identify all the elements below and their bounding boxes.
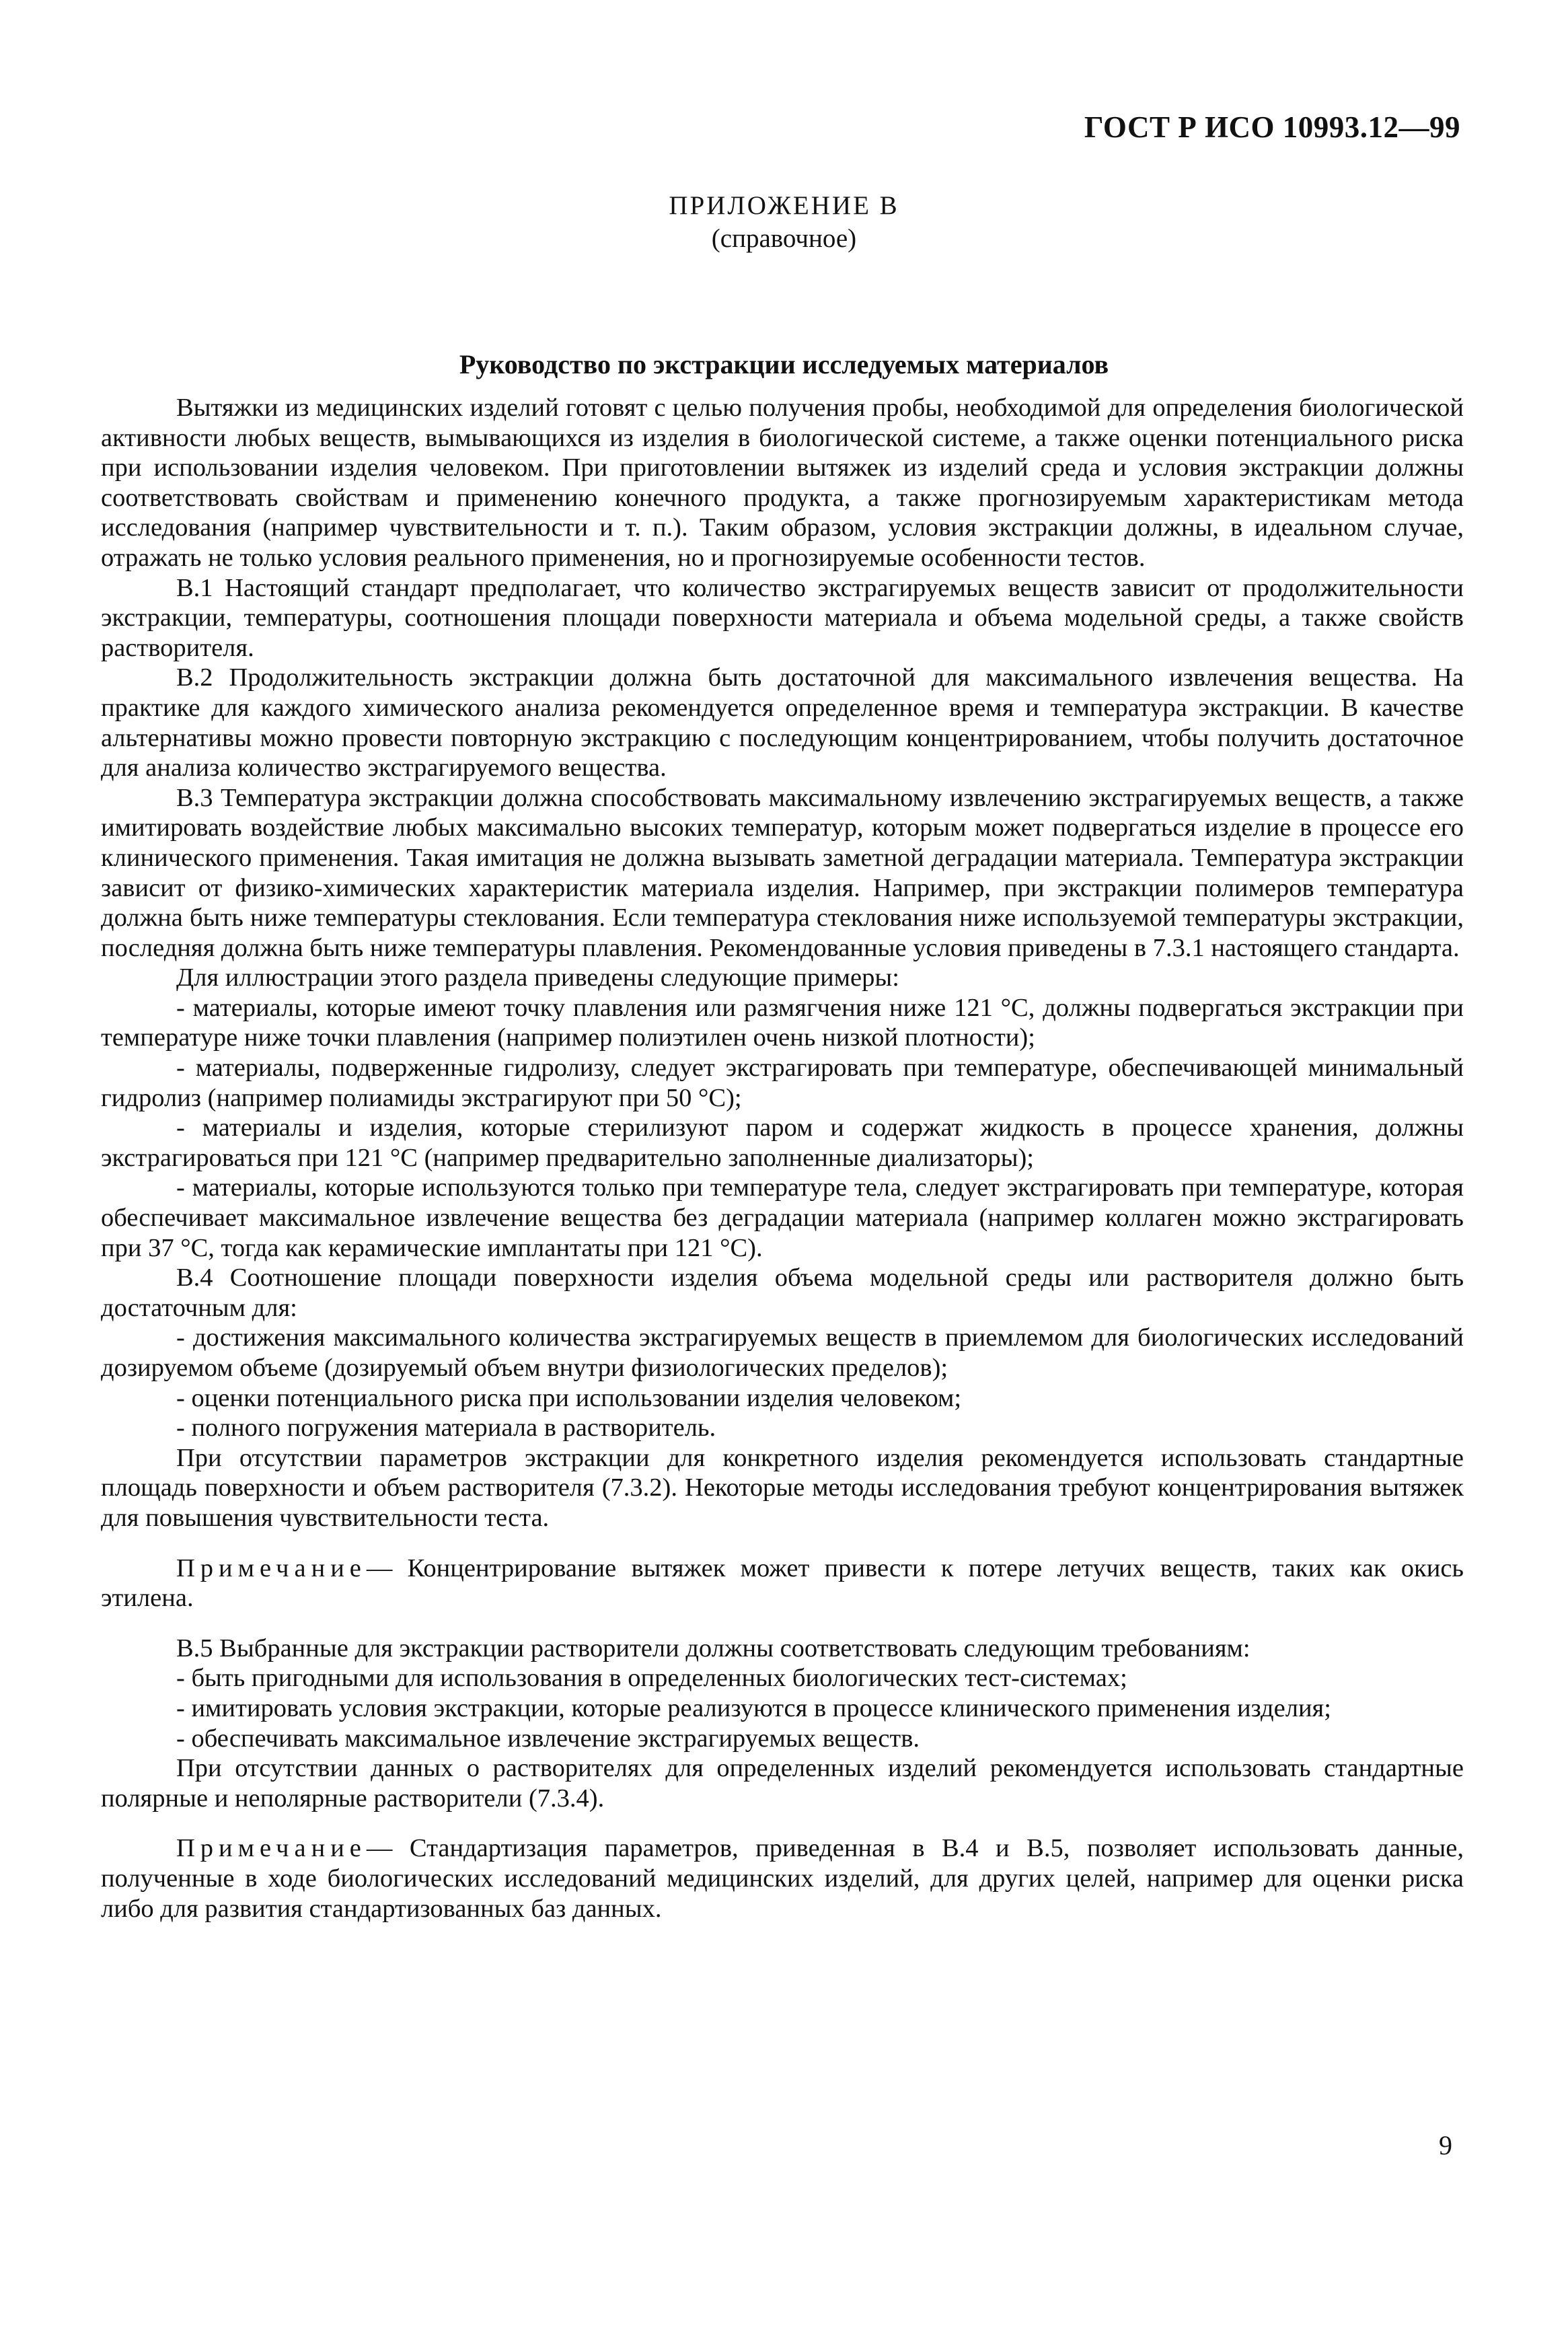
list-item: - полного погружения материала в растворитель. <box>176 1414 716 1442</box>
list-item: - материалы, которые используются только при температуре тела, следует экстрагировать при температуре, которая обеспечивает максимальное извлечение вещества без деградации материала (например коллаген можно экстрагировать при 37 °С, тогда как керамические имплантаты при 121 °С). <box>101 1173 1464 1262</box>
note-label: Примечание <box>176 1553 367 1582</box>
page-number: 9 <box>1439 2130 1452 2160</box>
paragraph-b5-conclusion: При отсутствии данных о растворителях для определенных изделий рекомендуется использовать стандартные полярные и неполярные растворители (7.3.4). <box>101 1754 1464 1813</box>
list-item: - оценки потенциального риска при использовании изделия человеком; <box>176 1383 962 1412</box>
note-text: — Стандартизация параметров, приведенная в В.4 и В.5, позволяет использовать данные, полученные в ходе биологических исследований медицинских изделий, для других целей, например для оценки риска либо для развития стандартизованных баз данных. <box>101 1834 1464 1923</box>
body-text <box>101 393 1464 1944</box>
paragraph-b5: В.5 Выбранные для экстракции растворители должны соответствовать следующим требованиям: <box>176 1634 1250 1662</box>
paragraph-b4: В.4 Соотношение площади поверхности изделия объема модельной среды или растворителя должно быть достаточным для: <box>101 1264 1464 1322</box>
note-text: — Концентрирование вытяжек может привести к потере летучих веществ, таких как окись этилена. <box>101 1553 1464 1613</box>
paragraph-b2: В.2 Продолжительность экстракции должна быть достаточной для максимального извлечения вещества. На практике для каждого химического анализа рекомендуется определенное время и температура экстракции. В качестве альтернативы можно провести повторную экстракцию с последующим концентрированием, чтобы получить достаточное для анализа количество экстрагируемого вещества. <box>101 663 1464 782</box>
appendix-label: ПРИЛОЖЕНИЕ В <box>669 191 899 220</box>
paragraph-b1: В.1 Настоящий стандарт предполагает, что количество экстрагируемых веществ зависит от продолжительности экстракции, температуры, соотношения площади поверхности материала и объема модельной среды, а также свойств растворителя. <box>101 573 1464 662</box>
note-label: Примечание <box>176 1834 367 1863</box>
paragraph-examples-intro: Для иллюстрации этого раздела приведены следующие примеры: <box>176 963 899 992</box>
paragraph-intro: Вытяжки из медицинских изделий готовят с целью получения пробы, необходимой для определения биологической активности любых веществ, вымывающихся из изделия в биологической системе, а также оценки потенциального риска при использовании изделия человеком. При приготовлении вытяжек из изделий среда и условия экстракции должны соответствовать свойствам и применению конечного продукта, а также прогнозируемым характеристикам метода исследования (например чувствительности и т. п.). Таким образом, условия экстракции должны, в идеальном случае, отражать не только условия реального применения, но и прогнозируемые особенности тестов. <box>101 394 1464 572</box>
list-item: - имитировать условия экстракции, которые реализуются в процессе клинического применения изделия; <box>176 1693 1331 1722</box>
section-title: Руководство по экстракции исследуемых материалов <box>459 349 1109 379</box>
list-item: - обеспечивать максимальное извлечение экстрагируемых веществ. <box>176 1724 920 1753</box>
note-1 <box>101 1553 1464 1613</box>
paragraph-b3: В.3 Температура экстракции должна способствовать максимальному извлечению экстрагируемых веществ, а также имитировать воздействие любых максимально высоких температур, которым может подвергаться изделие в процессе его клинического применения. Такая имитация не должна вызывать заметной деградации материала. Температура экстракции зависит от физико-химических характеристик материала изделия. Например, при экстракции полимеров температура должна быть ниже температуры стеклования. Если температура стеклования ниже используемой температуры экстракции, последняя должна быть ниже температуры плавления. Рекомендованные условия приведены в 7.3.1 настоящего стандарта. <box>101 783 1464 962</box>
list-item: - материалы, подверженные гидролизу, следует экстрагировать при температуре, обеспечивающей минимальный гидролиз (например полиамиды экстрагируют при 50 °С); <box>101 1054 1464 1112</box>
standard-code: ГОСТ Р ИСО 10993.12—99 <box>1084 110 1460 144</box>
list-item: - быть пригодными для использования в определенных биологических тест-системах; <box>176 1664 1127 1693</box>
list-item: - материалы и изделия, которые стерилизуют паром и содержат жидкость в процессе хранения, должны экстрагироваться при 121 °С (например предварительно заполненные диализаторы); <box>101 1113 1464 1172</box>
note-2 <box>101 1833 1464 1924</box>
list-item: - достижения максимального количества экстрагируемых веществ в приемлемом для биологических исследований дозируемом объеме (дозируемый объем внутри физиологических пределов); <box>101 1323 1464 1382</box>
appendix-type: (справочное) <box>711 224 857 253</box>
paragraph-b4-conclusion: При отсутствии параметров экстракции для конкретного изделия рекомендуется использовать стандартные площадь поверхности и объем растворителя (7.3.2). Некоторые методы исследования требуют концентрирования вытяжек для повышения чувствительности теста. <box>101 1443 1464 1532</box>
list-item: - материалы, которые имеют точку плавления или размягчения ниже 121 °С, должны подвергаться экстракции при температуре ниже точки плавления (например полиэтилен очень низкой плотности); <box>101 993 1464 1052</box>
